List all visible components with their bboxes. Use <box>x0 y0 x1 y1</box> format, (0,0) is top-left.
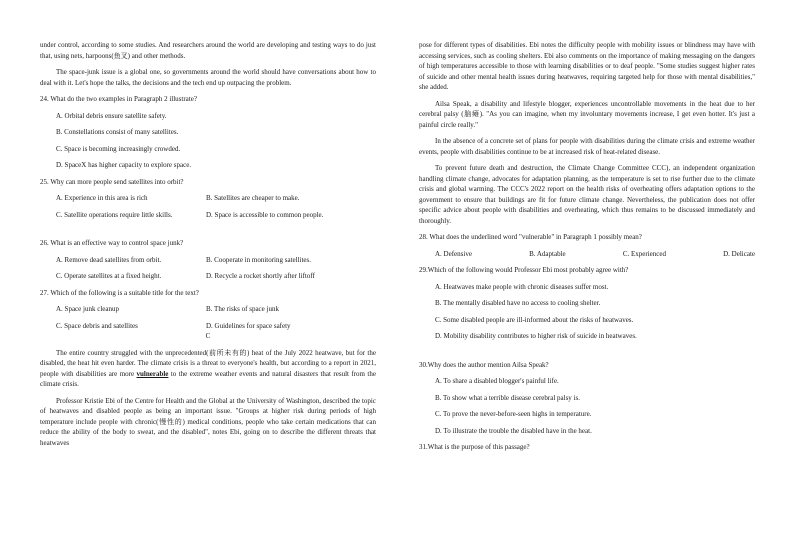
option-27a: A. Space junk cleanup <box>56 305 119 313</box>
option-30a: A. To share a disabled blogger's painful life. <box>435 377 559 385</box>
option-row <box>40 255 376 266</box>
option-30c: C. To prove the never-before-seen highs in temperature. <box>435 410 592 418</box>
option-24d: D. SpaceX has higher capacity to explore space. <box>56 161 192 169</box>
option-27b: B. The risks of space junk <box>206 305 279 313</box>
option-27c: C. Space debris and satellites <box>56 321 138 330</box>
option-25b: B. Satellites are cheaper to make. <box>206 194 300 202</box>
option-24a: A. Orbital debris ensure satellite safety. <box>56 111 167 120</box>
option-row <box>419 249 755 260</box>
question-24: 24. What do the two examples in Paragraph 2 illustrate? <box>40 95 197 103</box>
option-25d: D. Space is accessible to common people. <box>206 210 324 219</box>
option-28a: A. Defensive <box>435 249 472 258</box>
question-25: 25. Why can more people send satellites into orbit? <box>40 177 184 186</box>
option-row <box>40 271 376 282</box>
option-30d: D. To illustrate the trouble the disabled have in the heat. <box>435 426 592 435</box>
paragraph: To prevent future death and destruction, the Climate Change Committee CCC), an independent organization handling climate change, advocates for adaptation planning, as the temperature is set to rise further due to the climate crisis and global warming. The CCC's 2022 report on the health risks of overheating offers adaptation options to the government to ensure that buildings are fit for future climate change. Nevertheless, the publication does not offer specific advice about people with disabilities and overheating, which thus remains to be discussed immediately and thoroughly. <box>419 164 755 225</box>
option-28d: D. Delicate <box>723 249 755 258</box>
paragraph: pose for different types of disabilities. Ebi notes the difficulty people with mobility issues or blindness may have with accessing services, such as cooling shelters. Ebi also comments on the importance of making messaging on the dangers of high temperatures accessible to those with learning disabilities or to deaf people. "Some studies suggest higher rates of suicide and other mental health issues during heatwaves, requiring targeted help for those with mental disabilities," she added. <box>419 41 755 91</box>
option-29d: D. Mobility disability contributes to higher risk of suicide in heatwaves. <box>435 332 637 340</box>
option-29b: B. The mentally disabled have no access to cooling shelter. <box>435 299 601 307</box>
question-27: 27. Which of the following is a suitable title for the text? <box>40 288 199 297</box>
paragraph: Ailsa Speak, a disability and lifestyle blogger, experiences uncontrollable movements in the heat due to her cerebral palsy (脑瘫). "As you can imagine, when my involuntary movements increase, I get even hotter. It's just a painful circle really." <box>419 99 755 129</box>
option-27d: D. Guidelines for space safety <box>206 321 291 330</box>
underlined-word: vulnerable <box>136 369 169 378</box>
paragraph: Professor Kristie Ebi of the Centre for Health and the Global at the University of Washington, described the topic of heatwaves and disabled people as being an important issue. "Groups at higher risk during periods of high temperature include people with chronic(慢性的) medical conditions, people who take certain medications that can reduce the ability of the body to sweat, and the disabled", notes Ebi, going on to describe the different threats that heatwaves <box>40 396 376 447</box>
option-26a: A. Remove dead satellites from orbit. <box>56 255 162 264</box>
paragraph <box>40 348 376 390</box>
section-letter: C <box>205 332 211 340</box>
option-26b: B. Cooperate in monitoring satellites. <box>206 255 311 264</box>
question-26: 26. What is an effective way to control space junk? <box>40 239 184 247</box>
option-row <box>40 321 376 332</box>
question-31: 31.What is the purpose of this passage? <box>419 443 530 451</box>
paragraph-text: The entire country struggled with the unprecedented(前所未有的) heat of the July 2022 heatwave, but for the disabled, the heat hit even harder. The climate crisis is a threat to everyone's health, but according to a report in 2021, people with disabilities are more <box>40 348 376 378</box>
question-28: 28. What does the underlined word "vulnerable" in Paragraph 1 possibly mean? <box>419 233 642 241</box>
right-column <box>419 40 755 453</box>
option-row <box>40 210 376 221</box>
option-29c: C. Some disabled people are ill-informed about the risks of heatwaves. <box>435 315 634 324</box>
question-30: 30.Why does the author mention Ailsa Speak? <box>419 360 549 369</box>
left-column <box>40 40 376 448</box>
option-24b: B. Constellations consist of many satellites. <box>56 128 179 136</box>
paragraph: In the absence of a concrete set of plans for people with disabilities during the climate crisis and extreme weather events, people with disabilities continue to be at increased risk of heat-related disease. <box>419 137 755 156</box>
option-24c: C. Space is becoming increasingly crowded. <box>56 144 181 153</box>
option-26d: D. Recycle a rocket shortly after liftoff <box>206 272 315 280</box>
option-29a: A. Heatwaves make people with chronic diseases suffer most. <box>435 282 609 291</box>
question-29: 29.Which of the following would Professor Ebi most probably agree with? <box>419 266 629 274</box>
paragraph: The space-junk issue is a global one, so governments around the world should have conversations about how to deal with it. Let's hope the talks, the decisions and the tech end up outpacing the problem. <box>40 68 376 87</box>
paragraph: under control, according to some studies. And researchers around the world are developing and testing ways to do just that, using nets, harpoons(鱼叉) and other methods. <box>40 41 376 60</box>
option-row <box>40 304 376 315</box>
option-25c: C. Satellite operations require little skills. <box>56 210 173 219</box>
option-28c: C. Experienced <box>622 249 666 258</box>
paragraph-text: to the extreme weather events and natural disasters that result from the climate crisis. <box>40 369 376 388</box>
option-25a: A. Experience in this area is rich <box>56 194 148 202</box>
option-28b: B. Adaptable <box>529 249 566 258</box>
option-26c: C. Operate satellites at a fixed height. <box>56 272 162 280</box>
option-30b: B. To show what a terrible disease cerebral palsy is. <box>435 393 580 402</box>
option-row <box>40 193 376 204</box>
